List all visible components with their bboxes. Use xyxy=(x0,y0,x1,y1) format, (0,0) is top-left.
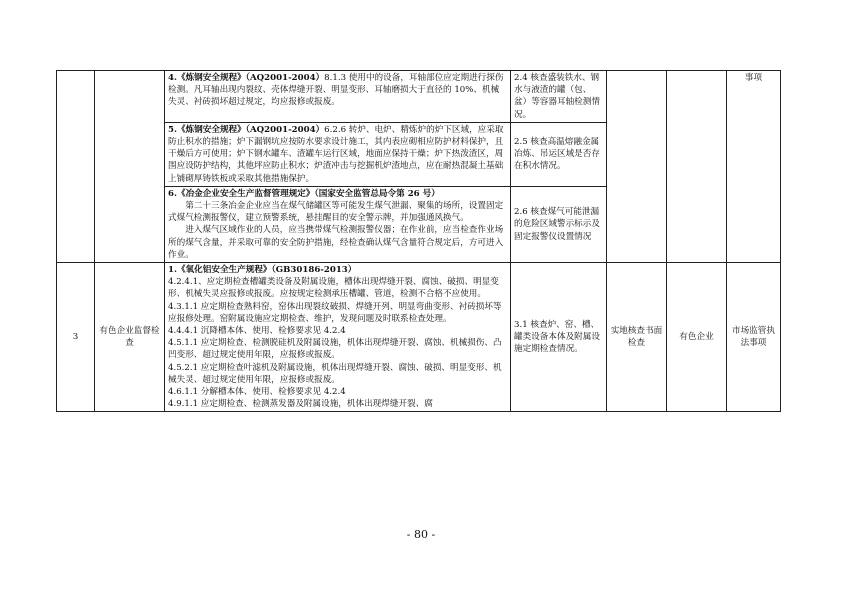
row3-index: 3 xyxy=(57,263,95,412)
req6-para1: 第二十三条冶金企业应当在煤气储罐区等可能发生煤气泄漏、聚集的场所，设置固定式煤气检测报警仪，建立预警系统，悬挂醒目的安全警示牌，并加强通风换气。 xyxy=(168,201,504,224)
req6-para2: 进入煤气区域作业的人员，应当携带煤气检测报警仪器；在作业前，应当检查作业场所的煤气含量，并采取可靠的安全防护措施，经检查确认煤气含量符合规定后，方可进入作业。 xyxy=(168,225,504,260)
row3-basis-item: 4.6.1.1 分解槽本体、使用、检修要求见 4.2.4 xyxy=(168,387,346,398)
row3-basis-title: 1.《氧化铝安全生产规程》（GB30186-2013） xyxy=(168,265,357,276)
cell-category-empty xyxy=(95,71,165,263)
req5-text: 6.2.6 转炉、电炉、精炼炉的炉下区域，应采取防止积水的措施；炉下漏钢坑应按防水要求设计施工，其内表应砌相应防护材料保护，且干燥后方可使用；炉下钢水罐车、渣罐车运行区域，地面应保持干燥；炉下热泼渣区，周围应设防护结构，其他坪应防止积水；炉渣冲击与挖掘机炉渣地点，应在耐热混凝土基础上铺砌厚铸铁板或采取其他措施保护。 xyxy=(168,124,504,184)
row3-basis-item: 4.3.1.1 应定期检查熟料窑，窑体出现裂纹破损、焊缝开列、明显弯曲变形、衬砖损坏等应报修处理。窑附属设施应定期检查、维护，发现问题及时联系检查处理。 xyxy=(168,301,502,324)
row3-basis-item: 4.9.1.1 应定期检查、检测蒸发器及附属设施，机体出现焊缝开裂、腐 xyxy=(168,399,433,410)
check-cell-2-5: 2.5 核查高温熔融金属冶炼、吊运区域是否存在积水情况。 xyxy=(511,122,607,186)
req4-text: 8.1.3 使用中的设备，耳轴部位应定期进行探伤检测。凡耳轴出现内裂纹、壳体焊缝开裂、明显变形、耳轴磨损大于直径的 10%、机械失灵、衬砖损坏超过规定，均应报修或报废。 xyxy=(168,73,504,108)
inspection-table xyxy=(56,70,781,412)
req6-title: 6.《冶金企业安全生产监督管理规定》（国家安全监管总局令第 26 号） xyxy=(168,188,440,199)
basis-cell-req5 xyxy=(165,122,511,186)
req4-title: 4.《炼钢安全规程》（AQ2001-2004） xyxy=(168,73,325,83)
row3-category: 有色企业监督检查 xyxy=(95,263,165,412)
row3-dept: 市场监管执法事项 xyxy=(727,263,781,412)
row3-basis-item: 4.2.4.1、应定期检查槽罐类设备及附属设施，槽体出现焊缝开裂、腐蚀、破损、明显变形、机械失灵应报修或报废。应按规定检测承压槽罐、管道，检测不合格不应使用。 xyxy=(168,277,499,300)
row3-basis-item: 4.5.1.1 应定期检查、检测脱硅机及附属设施，机体出现焊缝开裂、腐蚀、机械损伤、凸凹变形、超过规定使用年限，应报修或报废。 xyxy=(168,338,502,361)
req5-title: 5.《炼钢安全规程》（AQ2001-2004） xyxy=(168,124,325,135)
row3-basis-item: 4.4.4.1 沉降槽本体、使用、检修要求见 4.2.4 xyxy=(168,326,346,337)
check-cell-3-1: 3.1 核查炉、窑、槽、罐类设备本体及附属设施定期检查情况。 xyxy=(511,263,607,412)
basis-cell-req4 xyxy=(165,71,511,123)
basis-cell-row3 xyxy=(165,263,511,412)
table-row-3 xyxy=(57,263,781,412)
check-cell-2-6: 2.6 核查煤气可能泄漏的危险区域警示标示及固定报警仪设置情况 xyxy=(511,186,607,262)
dept-cell-continued: 事项 xyxy=(727,71,781,263)
row3-basis-item: 4.5.2.1 应定期检查叶滤机及附属设施，机体出现焊缝开裂、腐蚀、破损、明显变形、机械失灵、超过规定使用年限，应报修或报废。 xyxy=(168,362,502,385)
cell-method-empty xyxy=(607,71,667,263)
cell-object-empty xyxy=(667,71,727,263)
check-cell-2-4: 2.4 核查盛装铁水、钢水与液渣的罐（包、盆）等容器耳轴检测情况。 xyxy=(511,71,607,123)
table-row-req4 xyxy=(57,71,781,123)
cell-index-empty xyxy=(57,71,95,263)
row3-object: 有色企业 xyxy=(667,263,727,412)
basis-cell-req6 xyxy=(165,186,511,262)
page-number: - 80 - xyxy=(406,528,436,541)
row3-method: 实地核查书面检查 xyxy=(607,263,667,412)
